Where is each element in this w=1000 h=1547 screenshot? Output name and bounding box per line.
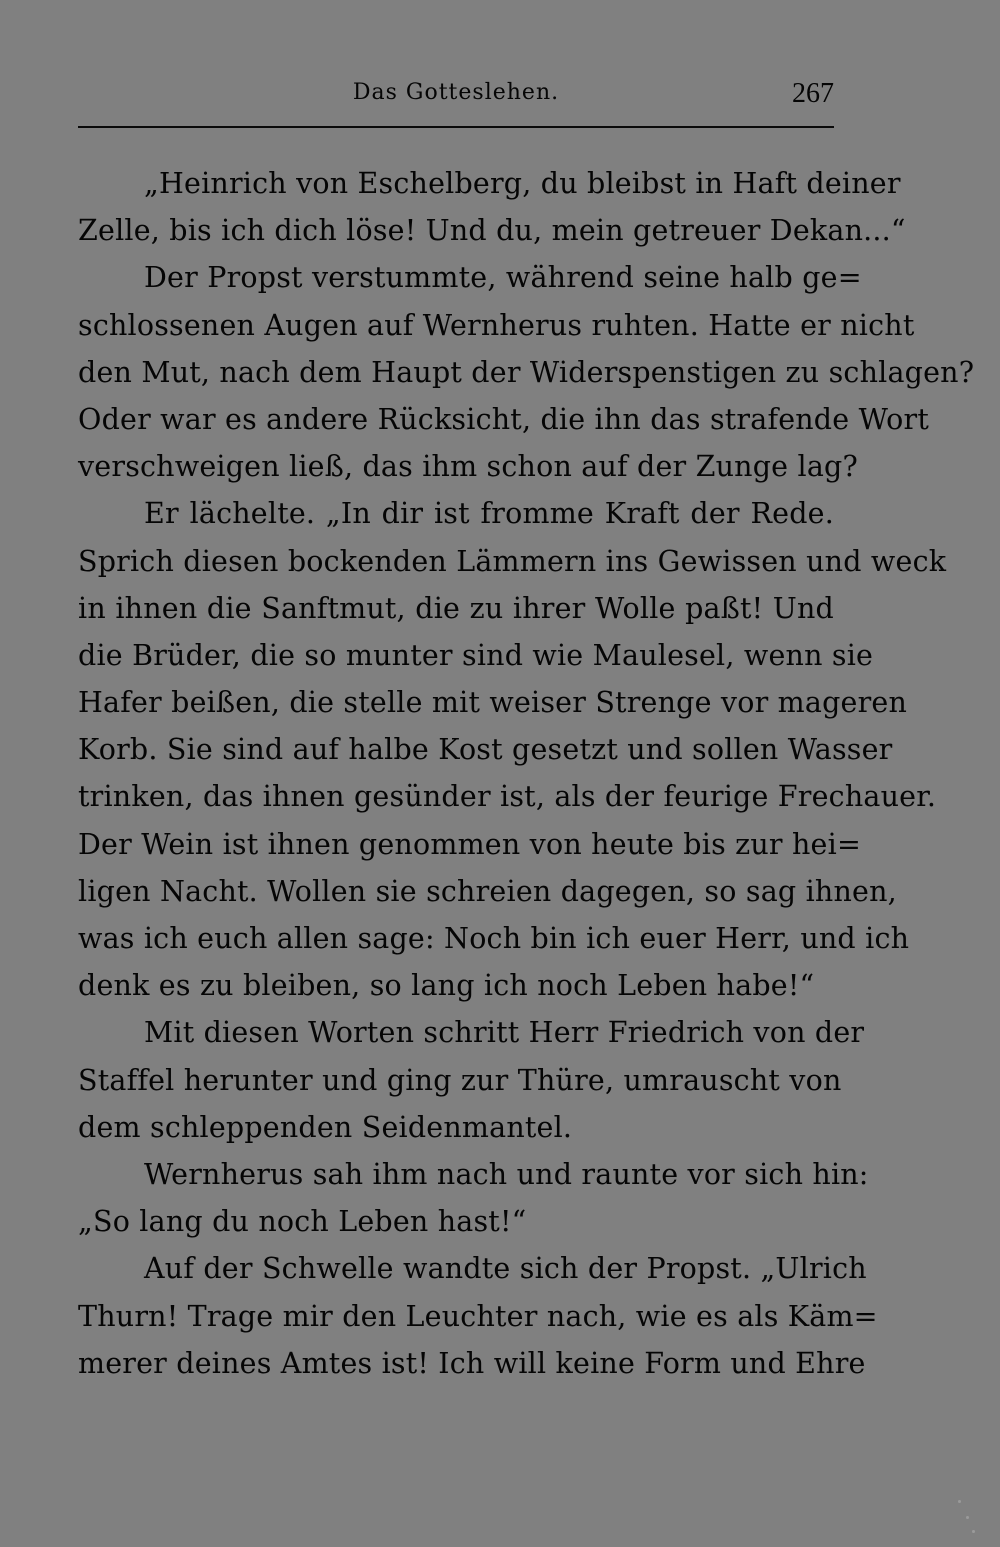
text-line: Mit diesen Worten schritt Herr Friedrich von der (144, 1016, 865, 1050)
text-line: Auf der Schwelle wandte sich der Propst. „Ulrich (144, 1252, 867, 1286)
text-line: dem schleppenden Seidenmantel. (78, 1110, 573, 1144)
text-line: was ich euch allen sage: Noch bin ich euer Herr, und ich (78, 922, 910, 955)
text-line: Korb. Sie sind auf halbe Kost gesetzt und sollen Wasser (78, 733, 893, 767)
text-line: Er lächelte. „In dir ist fromme Kraft der Rede. (144, 497, 834, 531)
text-line: „So lang du noch Leben hast!“ (78, 1205, 527, 1239)
text-line: Sprich diesen bockenden Lämmern ins Gewissen und weck (78, 544, 947, 578)
text-line: Hafer beißen, die stelle mit weiser Strenge vor mageren (78, 686, 908, 720)
text-line: Thurn! Trage mir den Leuchter nach, wie es als Käm= (78, 1299, 878, 1333)
text-line: Oder war es andere Rücksicht, die ihn das strafende Wort (78, 402, 929, 436)
text-line: verschweigen ließ, das ihm schon auf der Zunge lag? (78, 450, 858, 484)
text-line: Der Propst verstummte, während seine halb ge= (144, 261, 862, 295)
body-text (78, 160, 975, 1387)
text-line: Wernherus sah ihm nach und raunte vor sich hin: (144, 1157, 869, 1191)
text-line: denk es zu bleiben, so lang ich noch Leben habe!“ (78, 969, 815, 1003)
page-number: 267 (792, 78, 834, 109)
text-line: „Heinrich von Eschelberg, du bleibst in Haft deiner (144, 167, 901, 200)
text-line: Zelle, bis ich dich löse! Und du, mein getreuer Dekan...“ (78, 214, 906, 248)
text-line: Staffel herunter und ging zur Thüre, umrauscht von (78, 1063, 842, 1097)
text-line: Der Wein ist ihnen genommen von heute bis zur hei= (78, 827, 862, 861)
scan-speck (966, 1516, 969, 1519)
scan-speck (972, 1530, 975, 1533)
running-title: Das Gotteslehen. (352, 80, 560, 105)
text-line: trinken, das ihnen gesünder ist, als der feurige Frechauer. (78, 780, 937, 814)
text-line: ligen Nacht. Wollen sie schreien dagegen, so sag ihnen, (78, 874, 897, 908)
text-line: schlossenen Augen auf Wernherus ruhten. Hatte er nicht (78, 308, 915, 342)
text-line: merer deines Amtes ist! Ich will keine Form und Ehre (78, 1346, 866, 1380)
running-head (78, 78, 834, 118)
text-line: in ihnen die Sanftmut, die zu ihrer Wolle paßt! Und (78, 591, 834, 625)
header-rule (78, 126, 834, 128)
scan-speck (958, 1500, 961, 1503)
text-line: die Brüder, die so munter sind wie Maulesel, wenn sie (78, 638, 874, 672)
text-line: den Mut, nach dem Haupt der Widerspenstigen zu schlagen? (78, 355, 975, 389)
